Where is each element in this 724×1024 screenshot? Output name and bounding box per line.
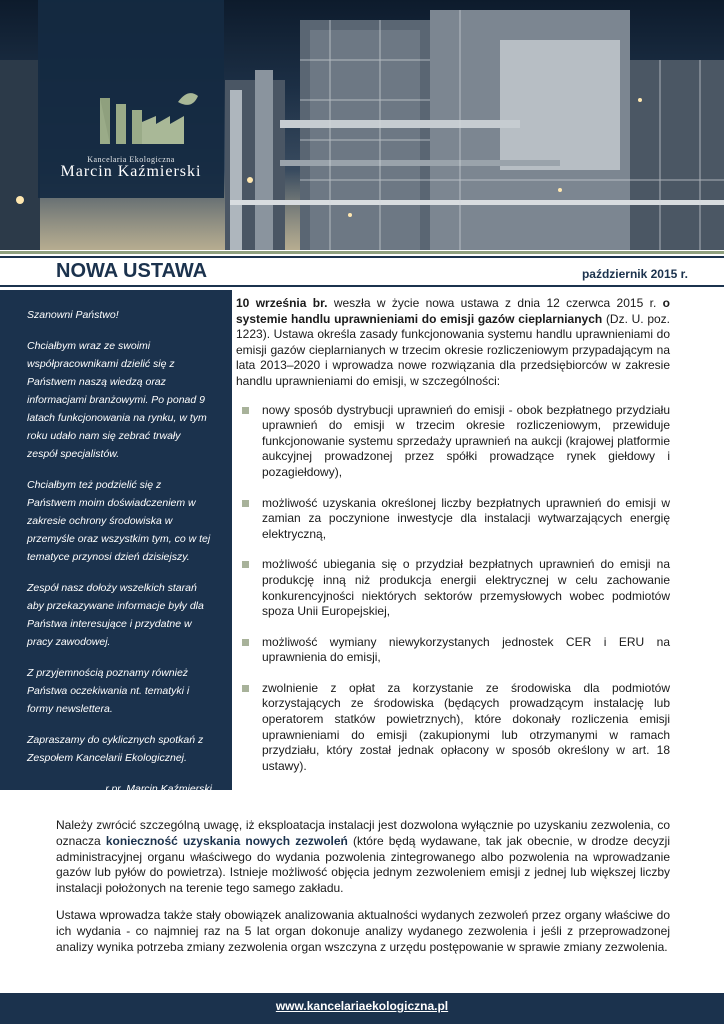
list-item: zwolnienie z opłat za korzystanie ze środowiska dla podmiotów korzystających ze środowiska (będących prowadzącym instalację lub operatorem statków powietrznych), które dokonały rozliczenia emisji uprawnieniami do emisji (zakupionymi lub otrzymanymi w ramach przydziału, który został jednak opłacony w sposób określony w art. 18 ustawy).: [236, 681, 670, 775]
intro-text: (Dz. U. poz. 1223). Ustawa określa zasady funkcjonowania systemu handlu uprawnieniami do emisji gazów cieplarnianych w trzecim okresie rozliczeniowym przypadającym na lata 2013–2020 i wprowadza nowe rozwiązania dla przedsiębiorców w zakresie handlu uprawnieniami do emisji, w szczególności:: [236, 311, 670, 388]
list-item: możliwość uzyskania określonej liczby bezpłatnych uprawnień do emisji w zamian za poczynione inwestycje dla instalacji wytwarzających energię elektryczną,: [236, 496, 670, 543]
sidebar-greeting: Szanowni Państwo!: [27, 309, 119, 321]
square-bullet-icon: [242, 561, 249, 568]
sidebar-paragraph: Zespół nasz dołoży wszelkich starań aby przekazywane informacje były dla Państwa interesujące i przydatne w pracy zawodowej.: [27, 582, 204, 648]
sidebar-paragraph: Z przyjemnością poznamy również Państwa oczekiwania nt. tematyki i formy newslettera.: [27, 667, 190, 715]
page-title: NOWA USTAWA: [56, 260, 208, 282]
list-item: nowy sposób dystrybucji uprawnień do emisji - obok bezpłatnego przydziału uprawnień do emisji w trzecim okresie rozliczeniowym, przewiduje funkcjonowanie systemu sprzedaży uprawnień na aukcji (krajowej platformie aukcyjnej prowadzonej przez spółki prowadzące rynek giełdowy i pozagiełdowy),: [236, 403, 670, 481]
intro-act-title: o systemie handlu uprawnieniami do emisji gazów cieplarnianych: [236, 296, 670, 326]
logo: [38, 0, 224, 198]
issue-date: październik 2015 r.: [581, 267, 688, 281]
divider-navy: [0, 256, 724, 258]
intro-paragraph: [236, 296, 670, 390]
article-main-column: [236, 296, 670, 789]
permit-emphasis: konieczność uzyskania nowych zezwoleń: [105, 833, 348, 848]
square-bullet-icon: [242, 639, 249, 646]
article-bottom: [56, 818, 670, 966]
sidebar-paragraph: Chciałbym wraz ze swoimi współpracownikami dzielić się z Państwem naszą wiedzą oraz informacjami branżowymi. Po ponad 9 latach funkcjonowania na rynku, w tym roku udało nam się zebrać trwały zespół specjalistów.: [27, 340, 207, 460]
changes-list: [236, 403, 670, 775]
review-paragraph: Ustawa wprowadza także stały obowiązek analizowania aktualności wydanych zezwoleń przez organy właściwe do ich wydania - co najmniej raz na 5 lat organ dokonuje analizy wydanego zezwolenia i jeśli z przeprowadzonej analizy wynika potrzeba zmiany zezwolenia organ wszczyna z urzędu postępowanie w sprawie zmiany zezwolenia.: [56, 907, 670, 954]
list-item: możliwość wymiany niewykorzystanych jednostek CER i ERU na uprawnienia do emisji,: [236, 635, 670, 666]
sidebar-paragraph: Zapraszamy do cyklicznych spotkań z Zespołem Kancelarii Ekologicznej.: [27, 734, 204, 764]
list-item: możliwość ubiegania się o przydział bezpłatnych uprawnień do emisji na produkcję inną niż produkcja energii elektrycznej w celu zachowanie konkurencyjności niektórych sektorów przemysłowych wobec podmiotów spoza Unii Europejskiej,: [236, 557, 670, 619]
footer: [0, 993, 724, 1024]
sidebar-paragraph: Chciałbym też podzielić się z Państwem moim doświadczeniem w zakresie ochrony środowiska w przemyśle oraz wszystkim tym, co w tej tematyce przynosi dzień dzisiejszy.: [27, 479, 211, 563]
permit-paragraph: Należy zwrócić szczególną uwagę, iż eksploatacja instalacji jest dozwolona wyłącznie po uzyskaniu zezwolenia, co oznacza konieczność uzyskania nowych zezwoleń (które będą wydawane, tak jak obecnie, w drodze decyzji administracyjnej organu właściwego do wydania pozwolenia zintegrowanego albo pozwolenia na wprowadzanie gazów lub pyłów do powietrza). Istnieje możliwość objęcia jednym zezwoleniem emisji z jednej lub większej liczby instalacji położonych na terenie tego samego zakładu.: [56, 818, 670, 896]
factory-icon: [38, 0, 224, 150]
divider-sage: [0, 251, 724, 254]
square-bullet-icon: [242, 500, 249, 507]
logo-line1: Kancelaria Ekologiczna: [87, 155, 175, 164]
square-bullet-icon: [242, 685, 249, 692]
title-divider: [0, 285, 724, 287]
hero-photo: [0, 0, 724, 250]
editor-letter-sidebar: [0, 290, 232, 795]
intro-date: 10 września br.: [236, 296, 328, 310]
logo-line2: Marcin Kaźmierski: [60, 163, 202, 180]
sidebar-signature: r.pr. Marcin Kaźmierski: [105, 783, 212, 795]
intro-text: weszła w życie nowa ustawa z dnia 12 czerwca 2015 r.: [327, 296, 663, 310]
website-link[interactable]: www.kancelariaekologiczna.pl: [275, 999, 449, 1013]
square-bullet-icon: [242, 407, 249, 414]
